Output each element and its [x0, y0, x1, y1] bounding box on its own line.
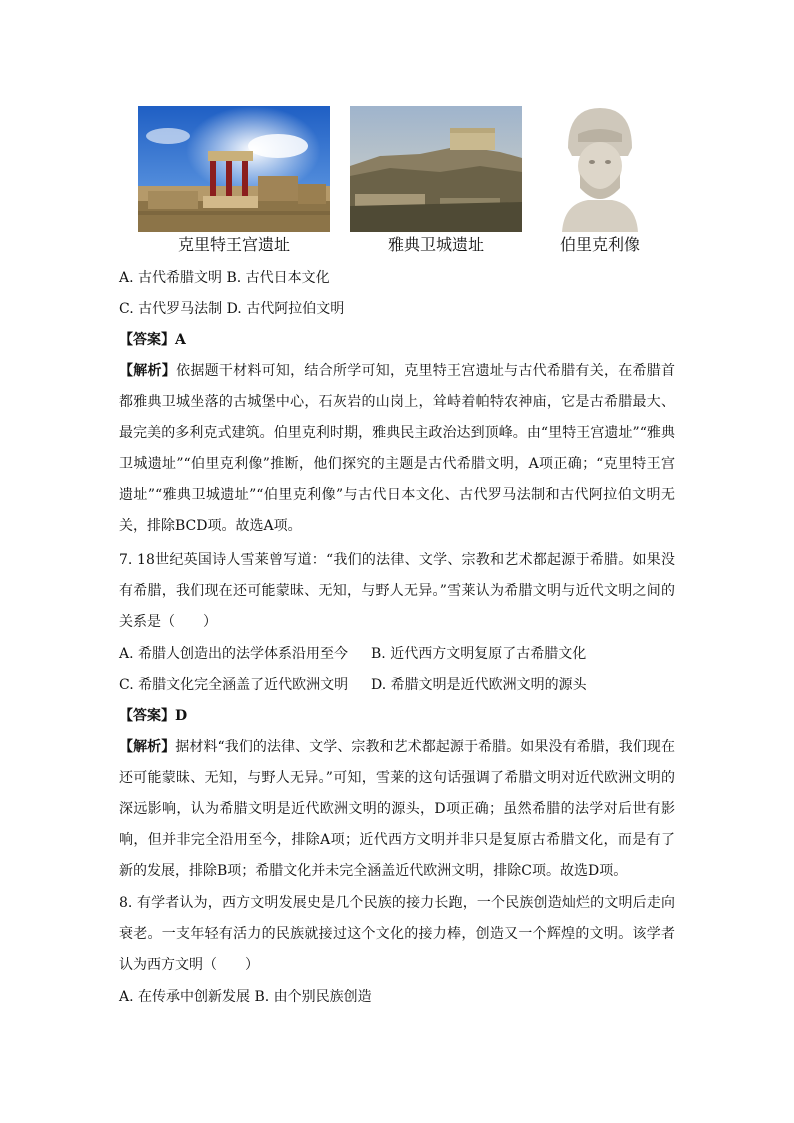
q6-analysis — [119, 356, 675, 542]
q7-option-a: A. 希腊人创造出的法学体系沿用至今 — [119, 646, 349, 662]
q7-analysis-label: 【解析】 — [119, 739, 176, 755]
q6-option-cd: C. 古代罗马法制 D. 古代阿拉伯文明 — [119, 301, 345, 317]
q7-stem: 7. 18世纪英国诗人雪莱曾写道：“我们的法律、文学、宗教和艺术都起源于希腊。如果没有希腊，我们现在还可能蒙昧、无知，与野人无异。”雪莱认为希腊文明与近代文明之间的关系是（ ） — [119, 552, 675, 630]
figure-caption-pericles: 伯里克利像 — [559, 235, 640, 254]
q7-option-b: B. 近代西方文明复原了古希腊文化 — [371, 646, 587, 662]
acropolis-photo — [350, 106, 522, 232]
q6-analysis-label: 【解析】 — [119, 363, 177, 379]
knossos-palace-photo — [138, 106, 330, 232]
q7-analysis — [119, 732, 675, 887]
pericles-bust — [548, 104, 652, 232]
q6-option-ab: A. 古代希腊文明 B. 古代日本文化 — [119, 270, 330, 286]
q8-option-ab: A. 在传承中创新发展 B. 由个别民族创造 — [119, 989, 372, 1005]
figure-caption-acropolis: 雅典卫城遗址 — [387, 235, 484, 254]
q6-analysis-text: 依据题干材料可知，结合所学可知，克里特王宫遗址与古代希腊有关，在希腊首都雅典卫城坐落的古城堡中心，石灰岩的山岗上，耸峙着帕特农神庙，它是古希腊最大、最完美的多利克式建筑。伯里克利时期，雅典民主政治达到顶峰。由“里特王宫遗址”“雅典卫城遗址”“伯里克利像”推断，他们探究的主题是古代希腊文明，A项正确；“克里特王宫遗址”“雅典卫城遗址”“伯里克利像”与古代日本文化、古代罗马法制和古代阿拉伯文明无关，排除BCD项。故选A项。 — [119, 363, 676, 534]
q7-analysis-text: 据材料“我们的法律、文学、宗教和艺术都起源于希腊。如果没有希腊，我们现在还可能蒙昧、无知，与野人无异。”可知，雪莱的这句话强调了希腊文明对近代欧洲文明的深远影响，认为希腊文明是近代欧洲文明的源头，D项正确；虽然希腊的法学对后世有影响，但并非完全沿用至今，排除A项；近代西方文明并非只是复原古希腊文化，而是有了新的发展，排除B项；希腊文化并未完全涵盖近代欧洲文明，排除C项。故选D项。 — [119, 739, 676, 879]
q8-stem: 8. 有学者认为，西方文明发展史是几个民族的接力长跑，一个民族创造灿烂的文明后走向衰老。一支年轻有活力的民族就接过这个文化的接力棒，创造又一个辉煌的文明。该学者认为西方文明（ ） — [119, 895, 675, 973]
q7-answer: 【答案】D — [119, 708, 188, 724]
figure-caption-knossos: 克里特王宫遗址 — [177, 235, 290, 254]
q7-option-c: C. 希腊文化完全涵盖了近代欧洲文明 — [119, 677, 349, 693]
q6-answer: 【答案】A — [119, 332, 186, 348]
q7-option-d: D. 希腊文明是近代欧洲文明的源头 — [371, 677, 587, 693]
